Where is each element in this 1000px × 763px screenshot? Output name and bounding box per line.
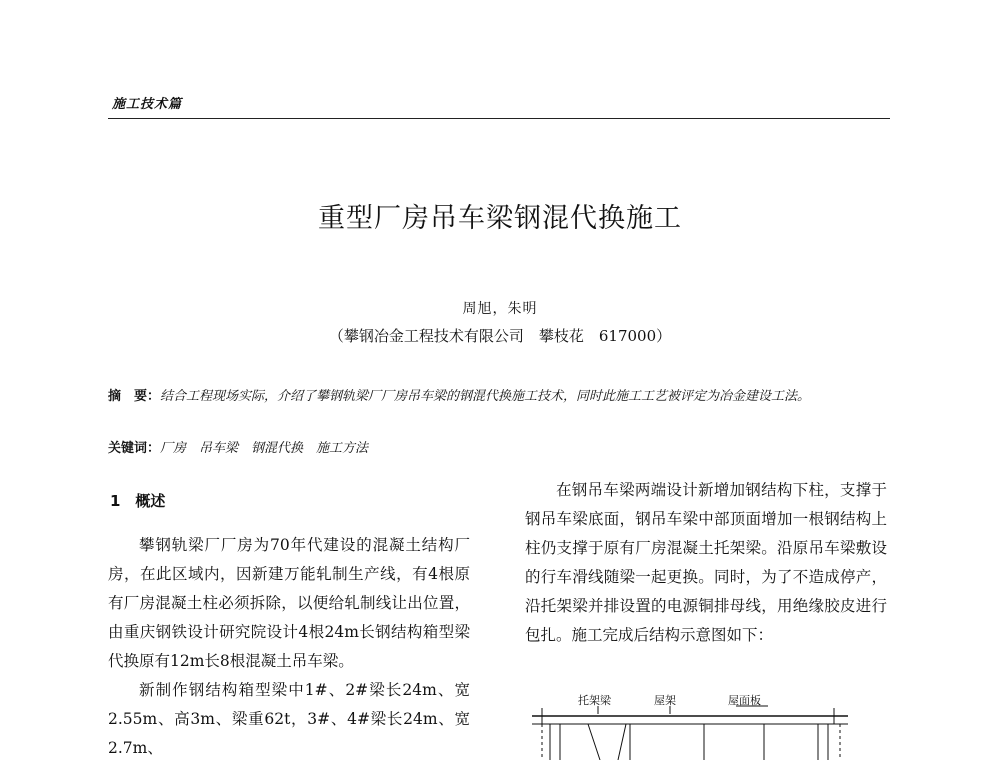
label-roof-truss: 屋架	[654, 694, 676, 707]
keywords-label: 关键词：	[108, 441, 161, 456]
truss-diagonal	[618, 724, 626, 760]
article-affiliation: （攀钢冶金工程技术有限公司 攀枝花 617000）	[328, 327, 672, 345]
paragraph: 在钢吊车梁两端设计新增加钢结构下柱，支撑于钢吊车梁底面，钢吊车梁中部顶面增加一根钢结构上柱仍支撑于原有厂房混凝土托架梁。沿原吊车梁敷设的行车滑线随梁一起更换。同时，为了不造成停产，沿托架梁并排设置的电源铜排母线，用绝缘胶皮进行包扎。施工完成后结构示意图如下：	[525, 481, 887, 644]
article-title: 重型厂房吊车梁钢混代换施工	[318, 203, 682, 234]
running-header: 施工技术篇	[112, 97, 183, 112]
label-roof-panel: 屋面板	[728, 694, 761, 707]
label-truss-beam: 托架梁	[578, 694, 611, 707]
structure-diagram	[528, 692, 864, 760]
header-rule	[108, 118, 890, 119]
left-column	[108, 531, 470, 763]
right-column	[525, 476, 887, 650]
abstract	[108, 385, 890, 408]
keywords	[108, 437, 890, 456]
abstract-label: 摘 要：	[108, 389, 161, 404]
paragraph: 新制作钢结构箱型梁中1#、2#梁长24m、宽2.55m、高3m、梁重62t，3#、4#梁长24m、宽2.7m、	[108, 681, 470, 757]
truss-diagonal	[588, 724, 600, 760]
article-authors: 周旭，朱明	[462, 301, 538, 317]
paragraph: 攀钢轨梁厂厂房为70年代建设的混凝土结构厂房，在此区域内，因新建万能轧制生产线，有4根原有厂房混凝土柱必须拆除，以便给轧制线让出位置，由重庆钢铁设计研究院设计4根24m长钢结构箱型梁代换原有12m长8根混凝土吊车梁。	[108, 536, 470, 670]
abstract-text: 结合工程现场实际，介绍了攀钢轨梁厂厂房吊车梁的钢混代换施工技术，同时此施工工艺被评定为冶金建设工法。	[160, 389, 811, 404]
keywords-text: 厂房 吊车梁 钢混代换 施工方法	[160, 441, 369, 456]
section-heading-overview: 1 概述	[110, 492, 166, 510]
